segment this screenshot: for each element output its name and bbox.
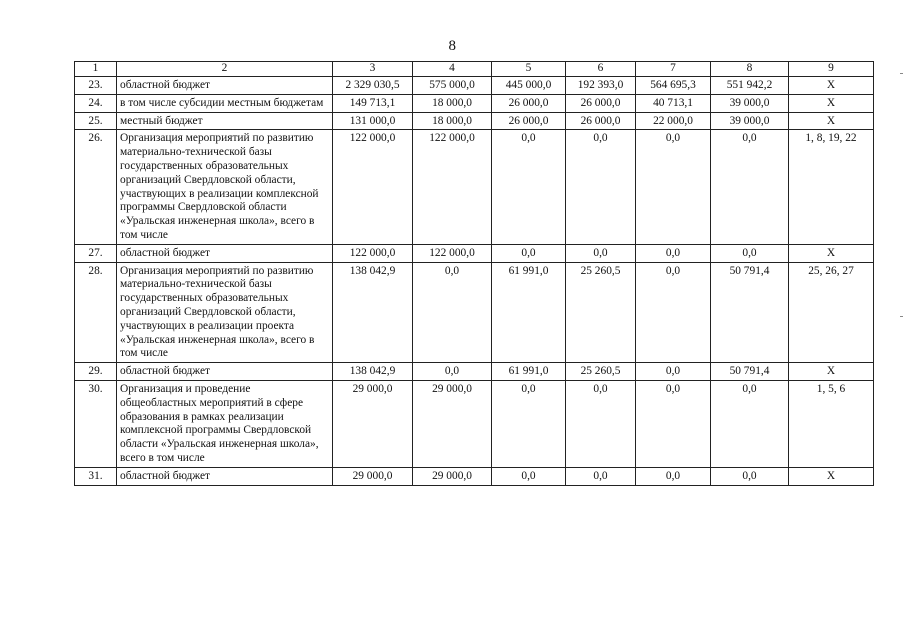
cell-col9: X bbox=[789, 363, 874, 381]
cell-col6: 26 000,0 bbox=[566, 94, 636, 112]
column-header: 9 bbox=[789, 62, 874, 77]
table-row bbox=[75, 77, 874, 95]
cell-col6: 26 000,0 bbox=[566, 112, 636, 130]
cell-col8: 551 942,2 bbox=[711, 77, 789, 95]
budget-table bbox=[74, 61, 874, 486]
row-number: 25. bbox=[75, 112, 117, 130]
cell-col4: 18 000,0 bbox=[413, 94, 492, 112]
column-header: 7 bbox=[636, 62, 711, 77]
cell-col8: 0,0 bbox=[711, 380, 789, 467]
table-row bbox=[75, 112, 874, 130]
column-header: 5 bbox=[492, 62, 566, 77]
cell-col6: 25 260,5 bbox=[566, 262, 636, 363]
cell-col8: 0,0 bbox=[711, 467, 789, 485]
cell-col8: 39 000,0 bbox=[711, 112, 789, 130]
page-number: 8 bbox=[448, 38, 457, 54]
row-number: 26. bbox=[75, 130, 117, 244]
cell-col7: 0,0 bbox=[636, 380, 711, 467]
cell-col4: 575 000,0 bbox=[413, 77, 492, 95]
cell-col6: 25 260,5 bbox=[566, 363, 636, 381]
cell-col9: X bbox=[789, 467, 874, 485]
cell-col9: X bbox=[789, 94, 874, 112]
cell-col3: 122 000,0 bbox=[333, 244, 413, 262]
row-name: Организация и проведение общеобластных мероприятий в сфере образования в рамках реализации комплексной программы Свердловской области «Уральская инженерная школа», всего в том числе bbox=[117, 380, 333, 467]
cell-col5: 61 991,0 bbox=[492, 262, 566, 363]
table-row bbox=[75, 94, 874, 112]
cell-col3: 138 042,9 bbox=[333, 262, 413, 363]
cell-col8: 50 791,4 bbox=[711, 262, 789, 363]
cell-col4: 29 000,0 bbox=[413, 467, 492, 485]
cell-col3: 29 000,0 bbox=[333, 380, 413, 467]
cell-col9: 1, 5, 6 bbox=[789, 380, 874, 467]
cell-col9: 1, 8, 19, 22 bbox=[789, 130, 874, 244]
cell-col5: 26 000,0 bbox=[492, 112, 566, 130]
row-number: 29. bbox=[75, 363, 117, 381]
cell-col5: 0,0 bbox=[492, 244, 566, 262]
cell-col6: 192 393,0 bbox=[566, 77, 636, 95]
column-header: 2 bbox=[117, 62, 333, 77]
cell-col8: 50 791,4 bbox=[711, 363, 789, 381]
cell-col9: X bbox=[789, 112, 874, 130]
cell-col7: 0,0 bbox=[636, 363, 711, 381]
cell-col7: 0,0 bbox=[636, 262, 711, 363]
cell-col6: 0,0 bbox=[566, 467, 636, 485]
cell-col7: 0,0 bbox=[636, 130, 711, 244]
cell-col8: 39 000,0 bbox=[711, 94, 789, 112]
row-number: 24. bbox=[75, 94, 117, 112]
table-row bbox=[75, 363, 874, 381]
cell-col5: 61 991,0 bbox=[492, 363, 566, 381]
row-name: Организация мероприятий по развитию материально-технической базы государственных образовательных организаций Свердловской области, участвующих в реализации проекта «Уральская инженерная школа», всего в том числе bbox=[117, 262, 333, 363]
row-name: Организация мероприятий по развитию материально-технической базы государственных образовательных организаций Свердловской области, участвующих в реализации комплексной программы Свердловской области «Уральская инженерная школа», всего в том числе bbox=[117, 130, 333, 244]
cell-col3: 2 329 030,5 bbox=[333, 77, 413, 95]
table-row bbox=[75, 467, 874, 485]
row-number: 31. bbox=[75, 467, 117, 485]
column-header: 3 bbox=[333, 62, 413, 77]
row-name: в том числе субсидии местным бюджетам bbox=[117, 94, 333, 112]
cell-col8: 0,0 bbox=[711, 130, 789, 244]
column-header: 4 bbox=[413, 62, 492, 77]
cell-col6: 0,0 bbox=[566, 380, 636, 467]
cell-col5: 0,0 bbox=[492, 380, 566, 467]
cell-col4: 29 000,0 bbox=[413, 380, 492, 467]
row-name: местный бюджет bbox=[117, 112, 333, 130]
cell-col9: X bbox=[789, 77, 874, 95]
cell-col5: 26 000,0 bbox=[492, 94, 566, 112]
cell-col9: 25, 26, 27 bbox=[789, 262, 874, 363]
cell-col3: 149 713,1 bbox=[333, 94, 413, 112]
cell-col4: 122 000,0 bbox=[413, 244, 492, 262]
cell-col7: 40 713,1 bbox=[636, 94, 711, 112]
row-name: областной бюджет bbox=[117, 77, 333, 95]
cell-col7: 0,0 bbox=[636, 467, 711, 485]
column-header: 1 bbox=[75, 62, 117, 77]
cell-col4: 0,0 bbox=[413, 262, 492, 363]
cell-col7: 0,0 bbox=[636, 244, 711, 262]
cell-col5: 0,0 bbox=[492, 467, 566, 485]
table-body bbox=[75, 62, 874, 486]
row-name: областной бюджет bbox=[117, 363, 333, 381]
cell-col4: 122 000,0 bbox=[413, 130, 492, 244]
cell-col6: 0,0 bbox=[566, 244, 636, 262]
cell-col3: 131 000,0 bbox=[333, 112, 413, 130]
cell-col4: 18 000,0 bbox=[413, 112, 492, 130]
row-number: 30. bbox=[75, 380, 117, 467]
row-number: 27. bbox=[75, 244, 117, 262]
cell-col3: 138 042,9 bbox=[333, 363, 413, 381]
cell-col9: X bbox=[789, 244, 874, 262]
table-row bbox=[75, 262, 874, 363]
row-number: 23. bbox=[75, 77, 117, 95]
scan-edge-mark bbox=[900, 316, 903, 317]
cell-col5: 0,0 bbox=[492, 130, 566, 244]
row-name: областной бюджет bbox=[117, 467, 333, 485]
row-name: областной бюджет bbox=[117, 244, 333, 262]
cell-col3: 29 000,0 bbox=[333, 467, 413, 485]
scan-edge-mark bbox=[900, 73, 903, 74]
column-number-row bbox=[75, 62, 874, 77]
column-header: 8 bbox=[711, 62, 789, 77]
cell-col3: 122 000,0 bbox=[333, 130, 413, 244]
cell-col6: 0,0 bbox=[566, 130, 636, 244]
column-header: 6 bbox=[566, 62, 636, 77]
table-row bbox=[75, 244, 874, 262]
cell-col5: 445 000,0 bbox=[492, 77, 566, 95]
cell-col7: 564 695,3 bbox=[636, 77, 711, 95]
table-row bbox=[75, 130, 874, 244]
row-number: 28. bbox=[75, 262, 117, 363]
cell-col8: 0,0 bbox=[711, 244, 789, 262]
cell-col7: 22 000,0 bbox=[636, 112, 711, 130]
cell-col4: 0,0 bbox=[413, 363, 492, 381]
table-row bbox=[75, 380, 874, 467]
